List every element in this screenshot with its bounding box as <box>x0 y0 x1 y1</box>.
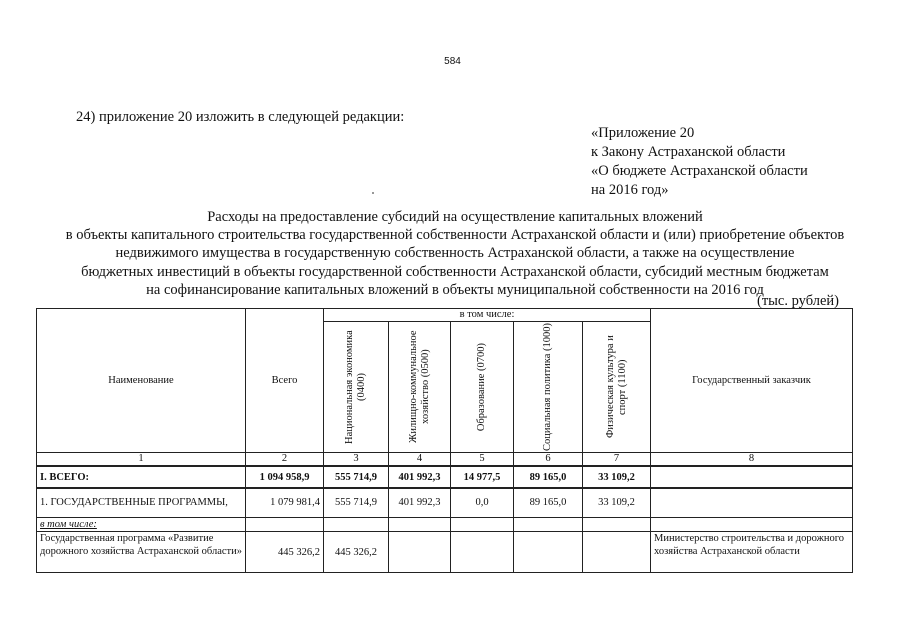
column-number: 8 <box>651 453 853 467</box>
row-name: в том числе: <box>37 518 246 532</box>
header-name: Наименование <box>37 309 246 453</box>
cell-total: 1 079 981,4 <box>246 488 324 518</box>
units-label: (тыс. рублей) <box>757 293 839 309</box>
header-education <box>451 322 514 453</box>
cell-social-policy: 89 165,0 <box>514 466 583 488</box>
appendix-line: «Приложение 20 <box>591 125 695 141</box>
empty-cell <box>324 518 389 532</box>
expenses-table <box>36 308 853 573</box>
document-title <box>30 208 880 299</box>
title-line: в объекты капитального строительства государственной собственности Астраханской области и (или) приобретение объектов <box>65 227 845 244</box>
empty-cell <box>246 518 324 532</box>
stray-mark <box>372 192 374 194</box>
row-name: Государственная программа «Развитие дорожного хозяйства Астраханской области» <box>37 532 246 573</box>
table-row-total <box>37 466 853 488</box>
cell-housing <box>389 532 451 573</box>
column-number: 2 <box>246 453 324 467</box>
empty-cell <box>583 518 651 532</box>
empty-cell <box>651 518 853 532</box>
header-including: в том числе: <box>324 309 651 322</box>
cell-sport: 33 109,2 <box>583 488 651 518</box>
cell-education: 0,0 <box>451 488 514 518</box>
appendix-reference <box>591 124 808 200</box>
cell-national-economy: 555 714,9 <box>324 466 389 488</box>
appendix-line: «О бюджете Астраханской области <box>591 163 808 179</box>
header-social-policy <box>514 322 583 453</box>
header-label: Национальная экономика (0400) <box>344 330 367 444</box>
column-number: 6 <box>514 453 583 467</box>
header-label: Физическая культура и спорт (1100) <box>604 335 628 439</box>
column-number: 5 <box>451 453 514 467</box>
row-name: 1. ГОСУДАРСТВЕННЫЕ ПРОГРАММЫ, <box>37 488 246 518</box>
title-line: Расходы на предоставление субсидий на осуществление капитальных вложений <box>207 209 703 225</box>
column-number: 7 <box>583 453 651 467</box>
cell-national-economy: 555 714,9 <box>324 488 389 518</box>
header-label: Жилищно-коммунальное хозяйство (0500) <box>407 330 431 444</box>
cell-sport <box>583 532 651 573</box>
appendix-line: к Закону Астраханской области <box>591 144 786 160</box>
header-total: Всего <box>246 309 324 453</box>
cell-social-policy: 89 165,0 <box>514 488 583 518</box>
expenses-table-container <box>36 308 852 573</box>
empty-cell <box>389 518 451 532</box>
appendix-line: на 2016 год» <box>591 182 669 198</box>
cell-sport: 33 109,2 <box>583 466 651 488</box>
header-sport <box>583 322 651 453</box>
title-line: недвижимого имущества в государственную собственность Астраханской области, а также на осуществление <box>115 245 795 262</box>
page-number: 584 <box>444 56 461 67</box>
cell-education: 14 977,5 <box>451 466 514 488</box>
cell-social-policy <box>514 532 583 573</box>
cell-housing: 401 992,3 <box>389 488 451 518</box>
header-national-economy <box>324 322 389 453</box>
cell-customer: Министерство строительства и дорожного хозяйства Астраханской области <box>651 532 853 573</box>
empty-cell <box>514 518 583 532</box>
header-customer: Государственный заказчик <box>651 309 853 453</box>
cell-housing: 401 992,3 <box>389 466 451 488</box>
header-label: Образование (0700) <box>476 342 487 432</box>
column-numbers-row <box>37 453 853 467</box>
column-number: 3 <box>324 453 389 467</box>
cell-total: 1 094 958,9 <box>246 466 324 488</box>
header-label: Социальная политика (1000) <box>542 322 553 452</box>
cell-customer <box>651 466 853 488</box>
cell-total: 445 326,2 <box>246 532 324 573</box>
title-line: бюджетных инвестиций в объекты государственной собственности Астраханской области, субсидий местным бюджетам <box>81 263 829 280</box>
cell-education <box>451 532 514 573</box>
intro-text: 24) приложение 20 изложить в следующей редакции: <box>76 109 405 125</box>
table-row-including <box>37 518 853 532</box>
table-row-road-program <box>37 532 853 573</box>
empty-cell <box>451 518 514 532</box>
title-line: на софинансирование капитальных вложений в объекты муниципальной собственности на 2016 год <box>146 281 764 298</box>
cell-national-economy: 445 326,2 <box>324 532 389 573</box>
column-number: 4 <box>389 453 451 467</box>
table-row-programs <box>37 488 853 518</box>
column-number: 1 <box>37 453 246 467</box>
row-name: I. ВСЕГО: <box>37 466 246 488</box>
header-housing <box>389 322 451 453</box>
cell-customer <box>651 488 853 518</box>
